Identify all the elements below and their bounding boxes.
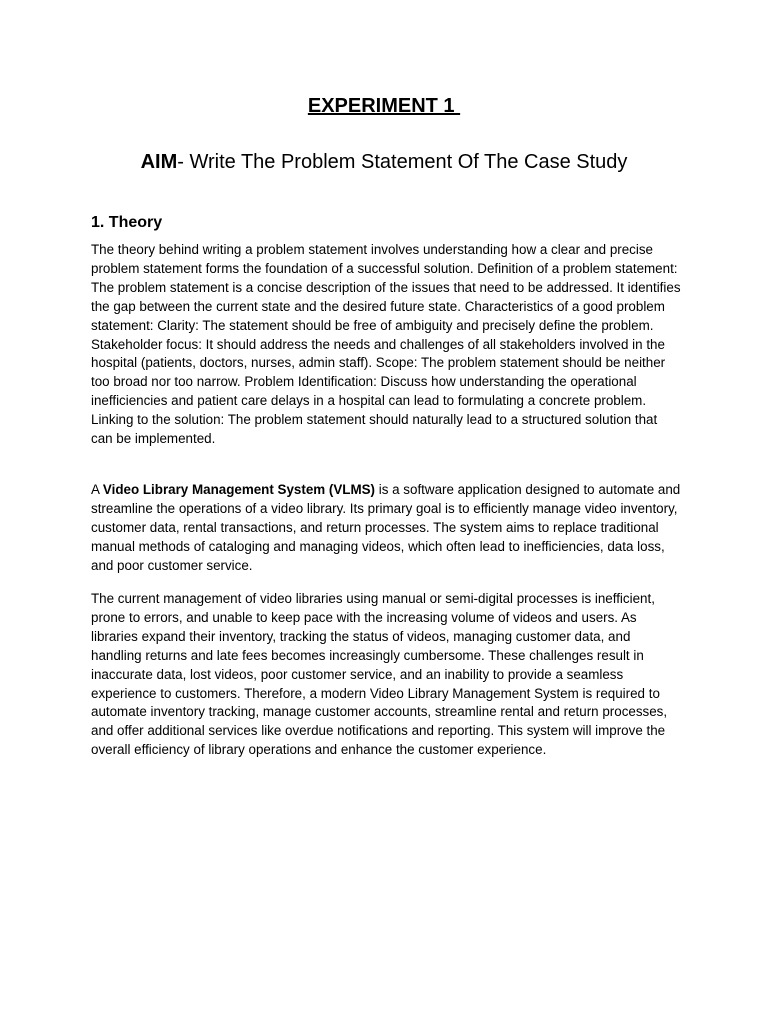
theory-paragraph: The theory behind writing a problem statement involves understanding how a clear and precise problem statement forms the foundation of a successful solution. Definition of a problem statement: The problem statement is a concise description of the issues that need to be addressed. It identifies the gap between the current state and the desired future state. Characteristics of a good problem statement: Clarity: The statement should be free of ambiguity and precisely define the problem. Stakeholder focus: It should address the needs and challenges of all stakeholders involved in the hospital (patients, doctors, nurses, admin staff). Scope: The problem statement should be neither too broad nor too narrow. Problem Identification: Discuss how understanding the operational inefficiencies and patient care delays in a hospital can lead to formulating a concrete problem. Linking to the solution: The problem statement should naturally lead to a structured solution that can be implemented. [91, 242, 681, 447]
page-title: EXPERIMENT 1 [307, 95, 461, 117]
vlms-description: is a software application designed to automate and streamline the operations of a video library. Its primary goal is to efficiently manage video inventory, customer data, rental transactions, and return processes. The system aims to replace traditional manual methods of cataloging and managing videos, which often lead to inefficiencies, data loss, and poor customer service. [91, 482, 681, 573]
aim-text: - Write The Problem Statement Of The Case Study [177, 151, 628, 173]
aim-line [0, 148, 768, 176]
vlms-term: Video Library Management System (VLMS) [102, 482, 376, 497]
aim-label: AIM [140, 151, 178, 173]
current-management-paragraph: The current management of video libraries using manual or semi-digital processes is inefficient, prone to errors, and unable to keep pace with the increasing volume of videos and users. As libraries expand their inventory, tracking the status of videos, managing customer data, and handling returns and late fees becomes increasingly cumbersome. These challenges result in inaccurate data, lost videos, poor customer service, and an inability to provide a seamless experience to customers. Therefore, a modern Video Library Management System is required to automate inventory tracking, manage customer accounts, streamline rental and return processes, and offer additional services like overdue notifications and reporting. This system will improve the overall efficiency of library operations and enhance the customer experience. [91, 591, 668, 758]
vlms-paragraph [91, 481, 681, 576]
vlms-prefix: A [91, 482, 103, 497]
theory-heading: 1. Theory [91, 214, 163, 231]
